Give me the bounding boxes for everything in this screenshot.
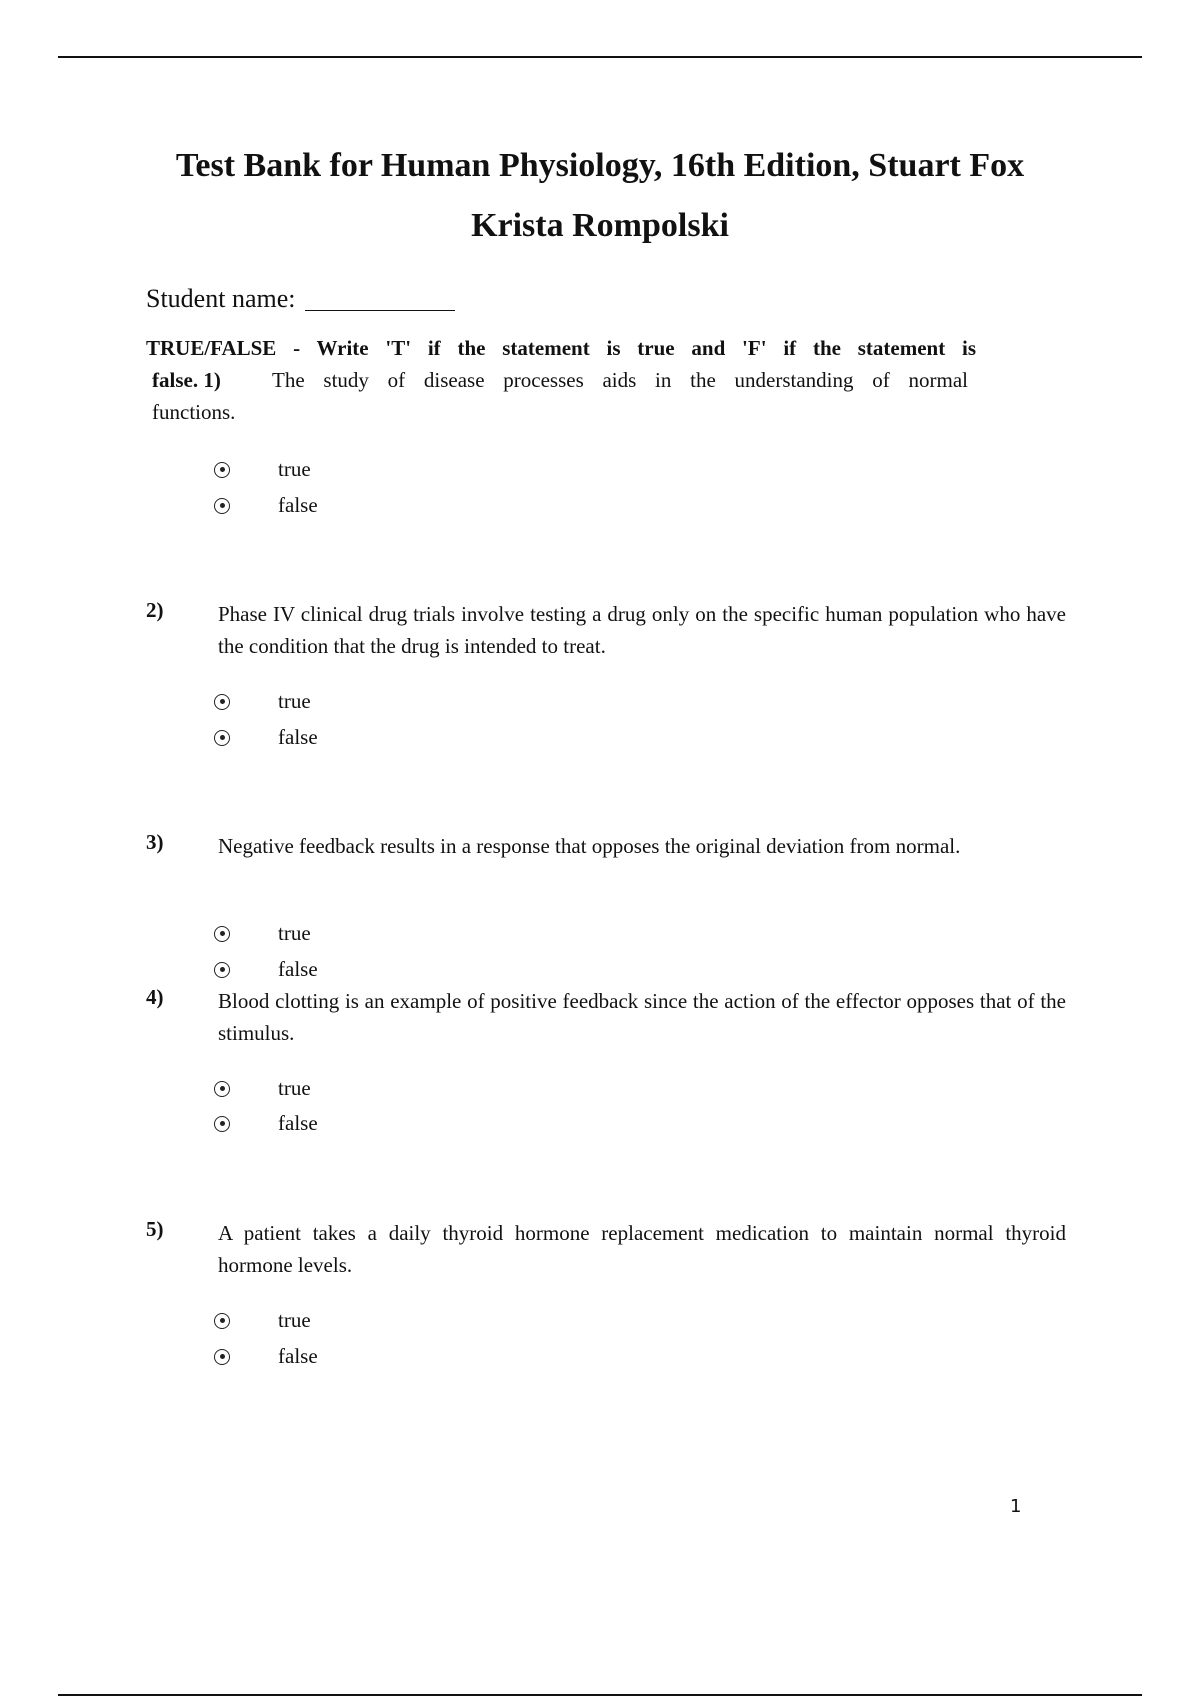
radio-icon[interactable] xyxy=(214,498,230,514)
radio-icon[interactable] xyxy=(214,1081,230,1097)
question-2 xyxy=(146,598,1066,662)
option-label: false xyxy=(278,493,318,517)
option-true[interactable] xyxy=(214,1076,311,1101)
option-label: true xyxy=(278,689,311,713)
student-name-field xyxy=(146,284,455,314)
top-rule xyxy=(58,56,1142,58)
option-label: true xyxy=(278,921,311,945)
option-true[interactable] xyxy=(214,689,311,714)
student-name-blank[interactable] xyxy=(305,310,455,311)
question-3 xyxy=(146,830,1066,862)
question-text: Phase IV clinical drug trials involve testing a drug only on the specific human population who have the condition that the drug is intended to treat. xyxy=(218,602,1066,658)
instructions: TRUE/FALSE - Write 'T' if the statement is true and 'F' if the statement is xyxy=(146,336,976,360)
question-text: Blood clotting is an example of positive feedback since the action of the effector opposes that of the stimulus. xyxy=(218,989,1066,1045)
question-number: 4) xyxy=(146,985,164,1009)
option-label: false xyxy=(278,1344,318,1368)
radio-icon[interactable] xyxy=(214,1116,230,1132)
question-4 xyxy=(146,985,1066,1049)
question-text: A patient takes a daily thyroid hormone replacement medication to maintain normal thyroid hormone levels. xyxy=(218,1221,1066,1277)
question-text: The study of disease processes aids in the understanding of normal xyxy=(272,368,968,392)
bottom-rule xyxy=(58,1694,1142,1696)
question-1 xyxy=(152,368,968,393)
page-number: 1 xyxy=(1010,1496,1022,1517)
document-author: Krista Rompolski xyxy=(471,207,729,244)
question-5 xyxy=(146,1217,1066,1281)
question-text: Negative feedback results in a response that opposes the original deviation from normal. xyxy=(218,834,961,858)
option-label: false xyxy=(278,957,318,981)
option-false[interactable] xyxy=(214,493,318,518)
radio-icon[interactable] xyxy=(214,730,230,746)
radio-icon[interactable] xyxy=(214,1349,230,1365)
option-label: false xyxy=(278,1111,318,1135)
option-label: true xyxy=(278,457,311,481)
question-text-continued: functions. xyxy=(152,400,236,424)
option-label: false xyxy=(278,725,318,749)
question-number: 2) xyxy=(146,598,164,622)
option-true[interactable] xyxy=(214,921,311,946)
option-false[interactable] xyxy=(214,725,318,750)
question-number: false. 1) xyxy=(152,368,221,392)
radio-icon[interactable] xyxy=(214,962,230,978)
student-name-label: Student name: xyxy=(146,284,296,313)
question-number: 5) xyxy=(146,1217,164,1241)
option-false[interactable] xyxy=(214,1111,318,1136)
option-true[interactable] xyxy=(214,457,311,482)
question-number: 3) xyxy=(146,830,164,854)
radio-icon[interactable] xyxy=(214,694,230,710)
document-title: Test Bank for Human Physiology, 16th Edition, Stuart Fox xyxy=(175,147,1025,184)
option-true[interactable] xyxy=(214,1308,311,1333)
radio-icon[interactable] xyxy=(214,926,230,942)
radio-icon[interactable] xyxy=(214,1313,230,1329)
option-false[interactable] xyxy=(214,1344,318,1369)
radio-icon[interactable] xyxy=(214,462,230,478)
option-false[interactable] xyxy=(214,957,318,982)
option-label: true xyxy=(278,1308,311,1332)
option-label: true xyxy=(278,1076,311,1100)
